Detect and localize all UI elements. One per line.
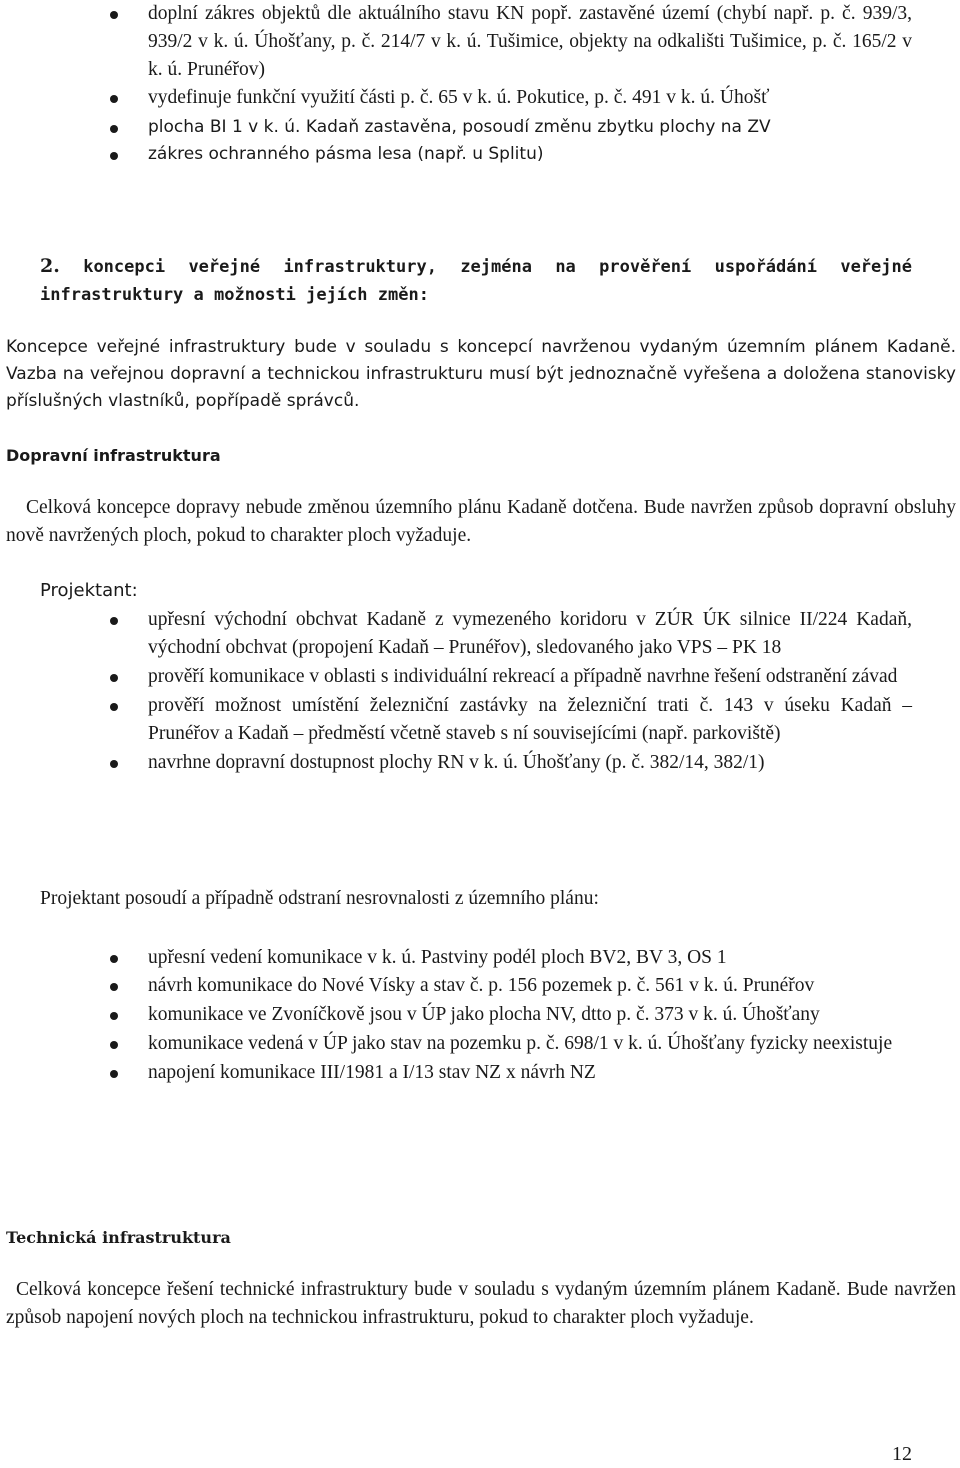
section-heading — [40, 252, 912, 309]
list-item: plocha BI 1 v k. ú. Kadaň zastavěna, posoudí změnu zbytku plochy na ZV — [0, 114, 960, 141]
list-item: komunikace vedená v ÚP jako stav na pozemku p. č. 698/1 v k. ú. Úhošťany fyzicky neexistuje — [0, 1030, 960, 1058]
bullet-icon — [110, 617, 118, 625]
page-number: 12 — [892, 1443, 912, 1465]
technicka-paragraph: Celková koncepce řešení technické infrastruktury bude v souladu s vydaným územním plánem Kadaně. Bude navržen způsob napojení nových ploch na technickou infrastrukturu, pokud to charakter ploch vyžaduje. — [6, 1279, 956, 1328]
top-bullet-list — [0, 0, 960, 168]
bullet-icon — [110, 95, 118, 103]
technicka-title: Technická infrastruktura — [6, 1228, 231, 1247]
projektant-label: Projektant: — [40, 580, 138, 601]
list-item: upřesní východní obchvat Kadaně z vymezeného koridoru v ZÚR ÚK silnice II/224 Kadaň, východní obchvat (propojení Kadaň – Prunéřov), sledovaného jako VPS – PK 18 — [0, 606, 960, 662]
section-heading-text: koncepci veřejné infrastruktury, zejména na prověření uspořádání veřejné infrastruktury a možnosti jejích změn: — [40, 257, 912, 305]
bullet-icon — [110, 152, 118, 160]
doprava-title: Dopravní infrastruktura — [6, 446, 221, 465]
bullet-icon — [110, 674, 118, 682]
bullet-icon — [110, 1070, 118, 1078]
list-item: komunikace ve Zvoníčkově jsou v ÚP jako plocha NV, dtto p. č. 373 v k. ú. Úhošťany — [0, 1001, 960, 1029]
bullet-icon — [110, 983, 118, 991]
bullet-icon — [110, 11, 118, 19]
bullet-icon — [110, 703, 118, 711]
list-item: navrhne dopravní dostupnost plochy RN v k. ú. Úhošťany (p. č. 382/14, 382/1) — [0, 749, 960, 777]
list-item: napojení komunikace III/1981 a I/13 stav NZ x návrh NZ — [0, 1059, 960, 1087]
list-item: zákres ochranného pásma lesa (např. u Splitu) — [0, 141, 960, 168]
nesrovnalosti-label: Projektant posoudí a případně odstraní nesrovnalosti z územního plánu: — [40, 888, 599, 909]
projektant-list — [0, 606, 960, 777]
doprava-paragraph: Celková koncepce dopravy nebude změnou územního plánu Kadaně dotčena. Bude navržen způsob dopravní obsluhy nově navržených ploch, pokud to charakter ploch vyžaduje. — [6, 497, 956, 546]
nesrovnalosti-list — [0, 944, 960, 1087]
section-number: 2. — [40, 255, 60, 277]
section-paragraph: Koncepce veřejné infrastruktury bude v souladu s koncepcí navrženou vydaným územním plánem Kadaně. Vazba na veřejnou dopravní a technickou infrastrukturu musí být jednoznačně vyřešena a doložena stanovisky příslušných vlastníků, popřípadě správců. — [6, 337, 956, 411]
bullet-icon — [110, 760, 118, 768]
bullet-icon — [110, 1012, 118, 1020]
bullet-icon — [110, 1041, 118, 1049]
bullet-icon — [110, 125, 118, 133]
list-item: vydefinuje funkční využití části p. č. 65 v k. ú. Pokutice, p. č. 491 v k. ú. Úhošť — [0, 84, 960, 112]
list-item: návrh komunikace do Nové Vísky a stav č. p. 156 pozemek p. č. 561 v k. ú. Prunéřov — [0, 972, 960, 1000]
list-item: doplní zákres objektů dle aktuálního stavu KN popř. zastavěné území (chybí např. p. č. 939/3, 939/2 v k. ú. Úhošťany, p. č. 214/7 v k. ú. Tušimice, objekty na odkališti Tušimice, p. č. 165/2 v k. ú. Prunéřov) — [0, 0, 960, 84]
list-item: prověří možnost umístění železniční zastávky na železniční trati č. 143 v úseku Kadaň – Prunéřov a Kadaň – předměstí včetně staveb s ní souvisejícími (např. parkoviště) — [0, 692, 960, 748]
bullet-icon — [110, 955, 118, 963]
list-item: upřesní vedení komunikace v k. ú. Pastviny podél ploch BV2, BV 3, OS 1 — [0, 944, 960, 972]
list-item: prověří komunikace v oblasti s individuální rekreací a případně navrhne řešení odstranění závad — [0, 663, 960, 691]
